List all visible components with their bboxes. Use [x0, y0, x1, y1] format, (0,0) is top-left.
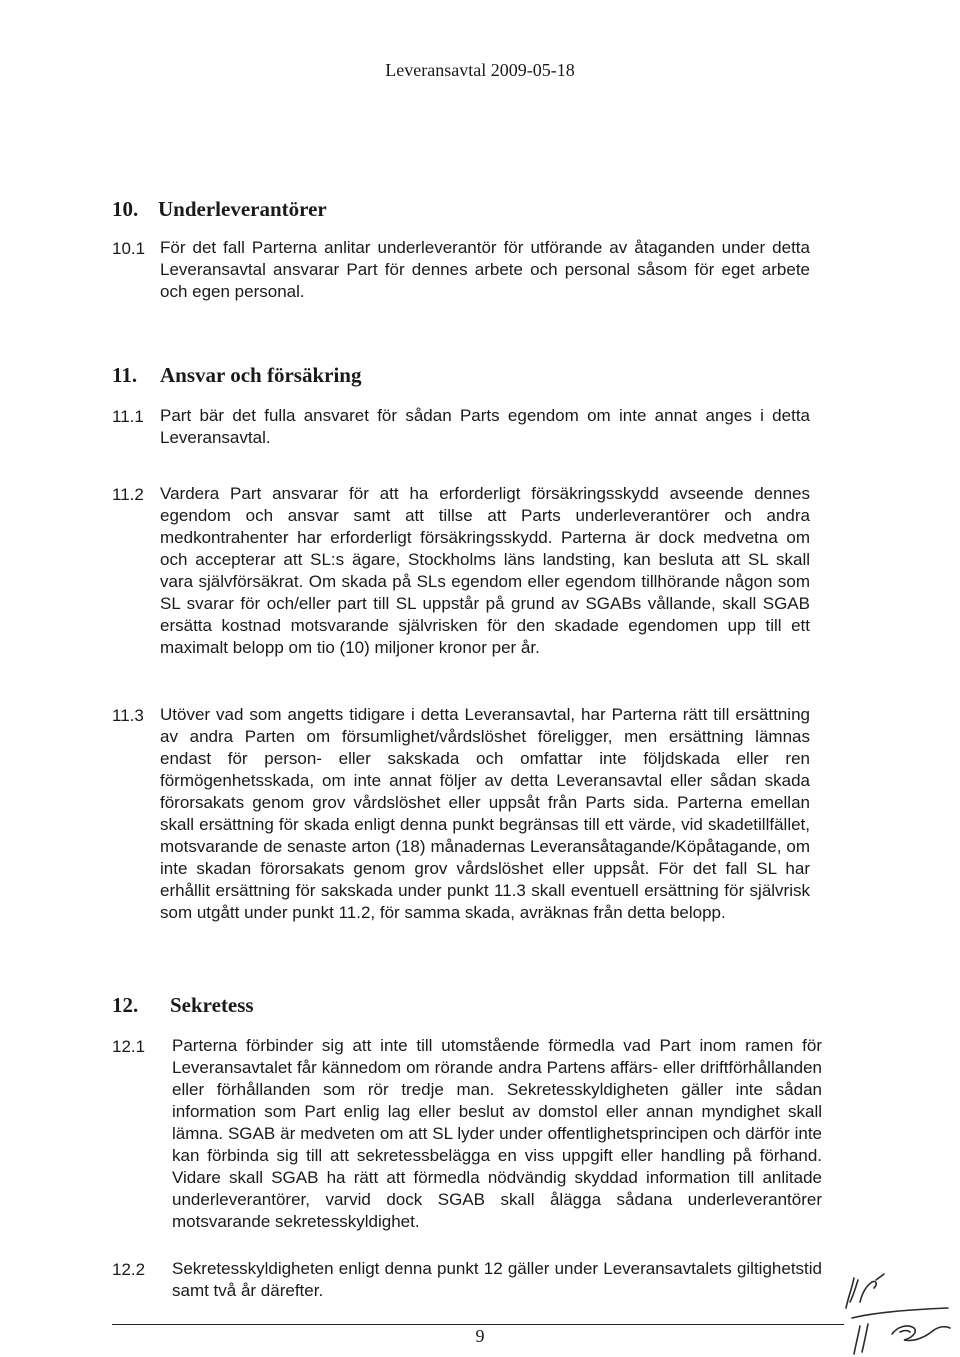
section-title-sekretess: Sekretess	[170, 993, 254, 1017]
section-title-ansvar-och-forsakring: Ansvar och försäkring	[160, 363, 362, 387]
clause-text-11-3: Utöver vad som angetts tidigare i detta Leveransavtal, har Parterna rätt till ersättning av andra Parten om försumlighet/vårdslöshet föreligger, men ersättning lämnas endast för person- eller sakskada och omfattar inte följdskada eller ren förmögenhetsskada, om inte annat följer av detta Leveransavtal eller sådan skada förorsakats genom grov vårdslöshet eller uppsåt från Parts sida. Parterna emellan skall ersättning för skada enligt denna punkt begränsas till ett värde, vid skadetillfället, motsvarande de senaste arton (18) månadernas Leveransåtagande/Köpåtagande, om inte skadan förorsakats genom grov vårdslöshet eller uppsåt. För det fall SL har erhållit ersättning för sakskada under punkt 11.3 skall eventuell ersättning för självrisk som utgått under punkt 11.2, för samma skada, avräknas från detta belopp.	[160, 705, 810, 922]
section-number-12: 12.	[112, 993, 139, 1017]
section-number-11: 11.	[112, 363, 138, 387]
footer-rule	[112, 1324, 844, 1325]
clause-number-10-1: 10.1	[112, 239, 146, 258]
clause-text-12-2: Sekretesskyldigheten enligt denna punkt 12 gäller under Leveransavtalets giltighetstid samt två år därefter.	[172, 1259, 822, 1300]
clause-number-12-1: 12.1	[112, 1037, 146, 1056]
running-header: Leveransavtal 2009-05-18	[385, 60, 575, 80]
clause-number-12-2: 12.2	[112, 1260, 146, 1279]
clause-text-12-1: Parterna förbinder sig att inte till utomstående förmedla vad Part inom ramen för Leveransavtalet får kännedom om rörande andra Partens affärs- eller driftförhållanden eller förhållanden som rör tredje man. Sekretesskyldigheten gäller inte sådan information som Part enlig lag eller beslut av domstol eller annan myndighet skall lämna. SGAB är medveten om att SL lyder under offentlighetsprincipen och därför inte kan förbinda sig till att sekretessbelägga en viss uppgift eller handling på förhand. Vidare skall SGAB ha rätt att förmedla nödvändig skyddad information till anlitade underleverantörer, varvid dock SGAB skall ålägga sådana underleverantörer motsvarande sekretesskyldighet.	[172, 1036, 822, 1231]
clause-number-11-2: 11.2	[112, 485, 144, 504]
clause-text-11-1: Part bär det fulla ansvaret för sådan Parts egendom om inte annat anges i detta Leveransavtal.	[160, 406, 810, 447]
page-number: 9	[475, 1326, 485, 1346]
clause-text-11-2: Vardera Part ansvarar för att ha erforderligt försäkringsskydd avseende dennes egendom och ansvar samt att tillse att Parts underleverantörer och andra medkontrahenter har erforderligt försäkringsskydd. Parterna är dock medvetna om och accepterar att SL:s ägare, Stockholms läns landsting, kan besluta att SL skall vara självförsäkrat. Om skada på SLs egendom eller egendom tillhörande någon som SL svarar för och/eller part till SL uppstår på grund av SGABs vållande, skall SGAB ersätta kostnad motsvarande självrisken för den skadade egendomen upp till ett maximalt belopp om tio (10) miljoner kronor per år.	[160, 484, 810, 657]
clause-text-10-1: För det fall Parterna anlitar underleverantör för utförande av åtaganden under detta Leveransavtal ansvarar Part för dennes arbete och personal såsom för eget arbete och egen personal.	[160, 238, 810, 301]
section-number-10: 10.	[112, 197, 139, 221]
clause-number-11-3: 11.3	[112, 706, 144, 725]
handwritten-initials	[838, 1268, 958, 1356]
clause-number-11-1: 11.1	[112, 407, 144, 426]
section-title-underleverantorer: Underleverantörer	[158, 197, 327, 221]
